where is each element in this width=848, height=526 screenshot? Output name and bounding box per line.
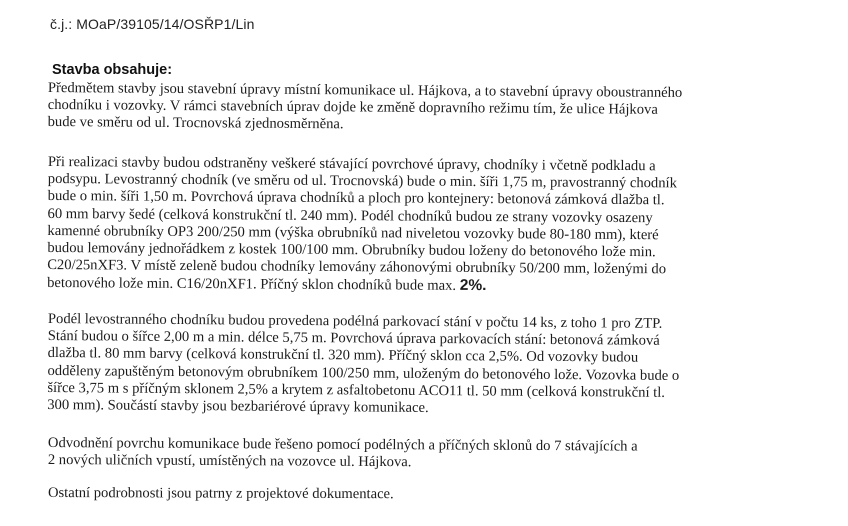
- section-heading: Stavba obsahuje:: [52, 62, 173, 78]
- text-line-content: betonového lože min. C16/20nXF1. Příčný sklon chodníků bude max.: [47, 275, 457, 295]
- text-line: odděleny zapuštěným betonovým obrubníkem 100/250 mm, uloženým do betonového lože. Vozovka bude o: [47, 362, 680, 384]
- text-line: Odvodnění povrchu komunikace bude řešeno pomocí podélných a příčných sklonů do 7 stávajících a: [47, 435, 638, 455]
- text-line: dlažba tl. 80 mm barvy (celková konstrukční tl. 320 mm). Příčný sklon cca 2,5%. Od vozovky budou: [47, 345, 639, 367]
- text-line: šířce 3,75 m s příčným sklonem 2,5% a krytem z asfaltobetonu ACO11 tl. 50 mm (celková konstrukční tl.: [47, 379, 666, 401]
- text-line: 2 nových uličních vpustí, umístěných na vozovce ul. Hájkova.: [47, 452, 412, 471]
- text-line: 60 mm barvy šedé (celková konstrukční tl. 240 mm). Podél chodníků budou ze strany vozovky osazeny: [47, 205, 653, 226]
- text-line: Při realizaci stavby budou odstraněny veškeré stávající povrchové úpravy, chodníky i včetně podkladu a: [47, 154, 656, 175]
- text-line: Stání budou o šířce 2,00 m a min. délce 5,75 m. Povrchová úprava parkovacích stání: betonová zámková: [47, 328, 660, 350]
- text-line: [47, 274, 787, 297]
- text-line: kamenné obrubníky OP3 200/250 mm (výška obrubníků nad niveletou vozovky bude 80-180 mm), které: [47, 222, 659, 244]
- text-line: podsypu. Levostranný chodník (ve směru od ul. Trocnovská) bude o min. šíři 1,75 m, pravostranný chodník: [47, 171, 677, 192]
- slope-emphasis: 2%.: [459, 277, 487, 295]
- paragraph-other-details: [48, 485, 788, 505]
- paragraph-drainage: [48, 435, 788, 474]
- reference-number: č.j.: MOaP/39105/14/OSŘP1/Lin: [50, 16, 255, 32]
- text-line: Ostatní podrobnosti jsou patrny z projektové dokumentace.: [47, 485, 394, 503]
- text-line: chodníku i vozovky. V rámci stavebních úprav dojde ke změně dopravního režimu tím, že ulice Hájkova: [47, 97, 658, 118]
- paragraph-sidewalks: [47, 154, 788, 298]
- paragraph-parking: [47, 311, 788, 420]
- text-line: C20/25nXF3. V místě zeleně budou chodníky lemovány záhonovými obrubníky 50/200 mm, loženými do: [47, 257, 667, 278]
- text-line: 300 mm). Součástí stavby jsou bezbariérové úpravy komunikace.: [47, 397, 429, 417]
- text-line: bude ve směru od ul. Trocnovská zjednosměrněna.: [47, 114, 344, 133]
- text-line: budou lemovány jednořádkem z kostek 100/100 mm. Obrubníky budou loženy do betonového lože min.: [47, 240, 656, 261]
- text-line: bude o min. šíři 1,50 m. Povrchová úprava chodníků a ploch pro kontejnery: betonová zámková dlažba tl.: [47, 188, 665, 209]
- text-line: Předmětem stavby jsou stavební úpravy místní komunikace ul. Hájkova, a to stavební úpravy oboustranného: [47, 80, 683, 101]
- paragraph-subject: [48, 80, 788, 137]
- text-line: Podél levostranného chodníku budou provedena podélná parkovací stání v počtu 14 ks, z toho 1 pro ZTP.: [47, 311, 663, 332]
